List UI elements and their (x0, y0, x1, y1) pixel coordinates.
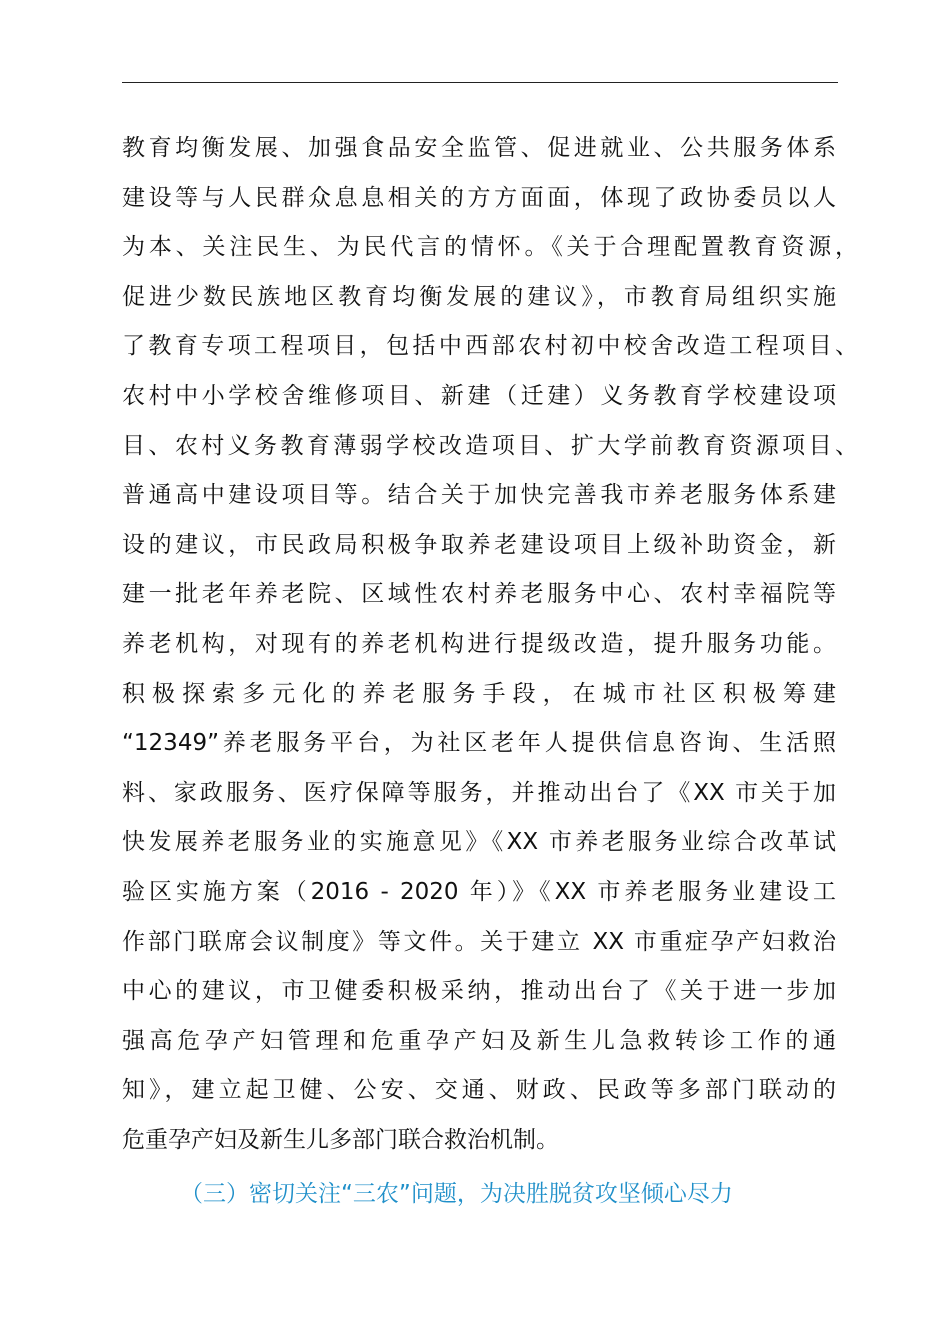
header-rule (122, 82, 838, 83)
paragraph-line-4: 促进少数民族地区教育均衡发展的建议》，市教育局组织实施 (122, 283, 836, 310)
paragraph-line-5: 了教育专项工程项目，包括中西部农村初中校舍改造工程项目、 (122, 333, 858, 360)
paragraph-line-10: 建一批老年养老院、区域性农村养老服务中心、农村幸福院等 (122, 581, 836, 608)
paragraph-line-20: 知》，建立起卫健、公安、交通、财政、民政等多部门联动的 (122, 1077, 836, 1104)
paragraph-line-15: 快发展养老服务业的实施意见》《XX 市养老服务业综合改革试 (122, 829, 836, 856)
paragraph-line-3: 为本、关注民生、为民代言的情怀。《关于合理配置教育资源， (122, 234, 858, 261)
paragraph-line-6: 农村中小学校舍维修项目、新建（迁建）义务教育学校建设项 (122, 382, 836, 409)
paragraph-line-19: 强高危孕产妇管理和危重孕产妇及新生儿急救转诊工作的通 (122, 1027, 836, 1054)
paragraph-line-18: 中心的建议，市卫健委积极采纳，推动出台了《关于进一步加 (122, 978, 836, 1005)
paragraph-line-11: 养老机构，对现有的养老机构进行提级改造，提升服务功能。 (122, 630, 836, 657)
paragraph-line-2: 建设等与人民群众息息相关的方方面面，体现了政协委员以人 (122, 184, 836, 211)
paragraph-line-16: 验区实施方案（2016 - 2020 年）》《XX 市养老服务业建设工 (122, 878, 836, 905)
paragraph-line-9: 设的建议，市民政局积极争取养老建设项目上级补助资金，新 (122, 531, 836, 558)
paragraph-line-12: 积极探索多元化的养老服务手段，在城市社区积极筹建 (122, 680, 836, 707)
section-subheading: （三）密切关注“三农”问题，为决胜脱贫攻坚倾心尽力 (180, 1181, 733, 1207)
paragraph-line-17: 作部门联席会议制度》等文件。关于建立 XX 市重症孕产妇救治 (122, 928, 836, 955)
paragraph-line-8: 普通高中建设项目等。结合关于加快完善我市养老服务体系建 (122, 482, 836, 509)
body-paragraph (122, 124, 862, 1165)
paragraph-line-1: 教育均衡发展、加强食品安全监管、促进就业、公共服务体系 (122, 135, 836, 161)
paragraph-line-21: 危重孕产妇及新生儿多部门联合救治机制。 (122, 1126, 559, 1153)
paragraph-line-13: “12349”养老服务平台，为社区老年人提供信息咨询、生活照 (122, 730, 836, 757)
paragraph-line-7: 目、农村义务教育薄弱学校改造项目、扩大学前教育资源项目、 (122, 432, 858, 459)
paragraph-line-14: 料、家政服务、医疗保障等服务，并推动出台了《XX 市关于加 (122, 779, 836, 806)
